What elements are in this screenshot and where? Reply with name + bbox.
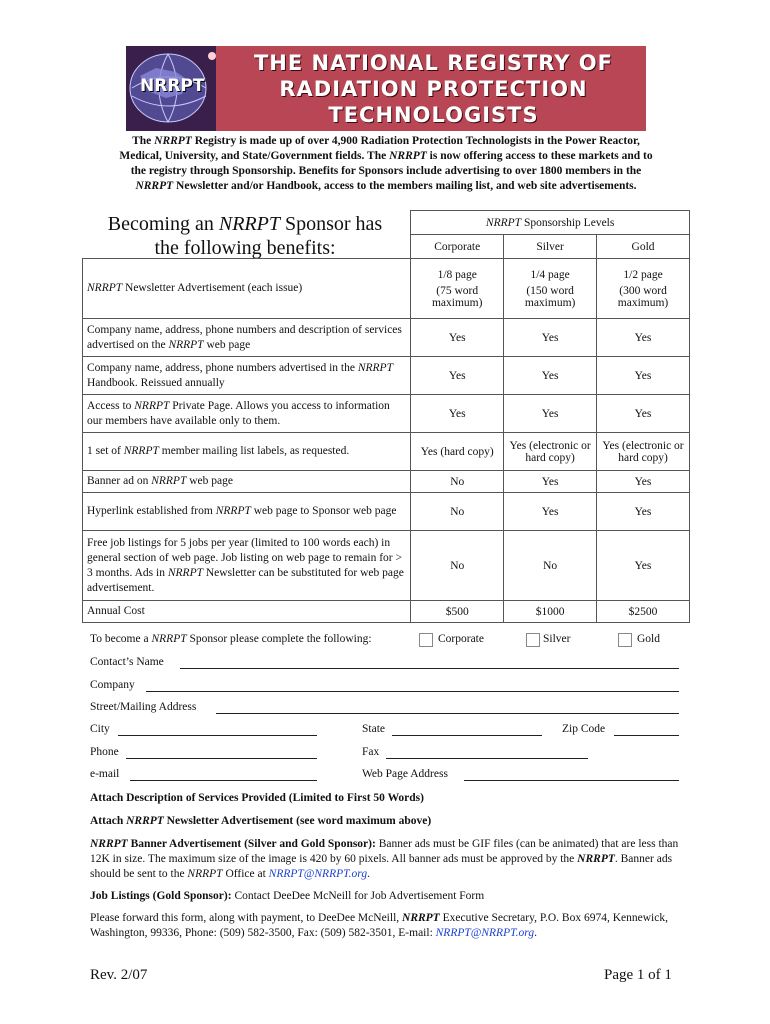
instr-text: Contact DeeDee McNeill for Job Advertisement Form xyxy=(231,890,485,902)
cell-text: (150 word maximum) xyxy=(524,284,576,309)
instr-text: Please forward this form, along with payment, to DeeDee McNeill, xyxy=(90,912,403,924)
table-row xyxy=(83,357,690,395)
email-field[interactable] xyxy=(130,780,317,781)
intro-text-em: NRRPT xyxy=(135,180,174,192)
cell-gold: Yes xyxy=(597,493,690,531)
row-label-text: Banner ad on xyxy=(87,475,152,487)
row-label-text: web page xyxy=(203,338,251,351)
row-label-em: NRRPT xyxy=(167,566,203,579)
table-row xyxy=(83,319,690,357)
cell-gold-cost: $2500 xyxy=(597,601,690,623)
cell-corporate: No xyxy=(411,471,504,493)
street-label: Street/Mailing Address xyxy=(90,701,197,713)
instr-text: . Banner ads should be sent to the xyxy=(90,853,673,880)
instr-heading: Banner Advertisement (Silver and Gold Sponsor): xyxy=(127,838,376,850)
logo-text: NRRPT xyxy=(140,76,205,96)
cell-text: (300 word maximum) xyxy=(617,284,669,309)
contact-name-label: Contact’s Name xyxy=(90,656,164,668)
row-label-text: Private Page. Allows you access to information our members have available only to them. xyxy=(87,399,390,427)
instr-text: Banner ads must be GIF files (can be animated) that are less than 12K in size. The maximum size of the image is 420 by 60 pixels. All banner ads must be approved by the xyxy=(90,838,679,865)
instr-text: . xyxy=(367,868,370,880)
table-row xyxy=(83,601,690,623)
cell-corporate: No xyxy=(411,493,504,531)
prompt-text-em: NRRPT xyxy=(151,633,187,645)
cell-corporate xyxy=(411,259,504,319)
banner-title-line-1: THE NATIONAL REGISTRY OF xyxy=(253,51,613,75)
table-row xyxy=(83,259,690,319)
state-label: State xyxy=(362,723,385,735)
cell-gold: Yes xyxy=(597,357,690,395)
instr-em: NRRPT xyxy=(577,853,615,865)
row-label-em: NRRPT xyxy=(123,445,159,457)
intro-text: is now offering access to these markets and to xyxy=(426,150,653,162)
row-label-text: Free job listings for 5 jobs per year (limited to 100 words each) in general section of web page. Job listing on web page to remain for > 3 months. Ads in xyxy=(87,536,402,579)
become-sponsor-prompt xyxy=(90,633,372,645)
fax-field[interactable] xyxy=(386,758,588,759)
intro-text-em: NRRPT xyxy=(154,135,192,147)
phone-field[interactable] xyxy=(126,758,317,759)
table-corner xyxy=(83,211,411,235)
heading-text: Sponsor has xyxy=(279,213,383,235)
prompt-text: To become a xyxy=(90,633,152,645)
sponsorship-table xyxy=(82,210,692,623)
heading-text: Becoming an xyxy=(107,213,219,235)
job-listing-instructions xyxy=(90,889,484,904)
state-field[interactable] xyxy=(392,735,542,736)
cell-corporate-cost: $500 xyxy=(411,601,504,623)
heading-text-em: NRRPT xyxy=(218,213,280,235)
intro-text: Registry is made up of over 4,900 Radiation Protection Technologists in the Power Reactor, xyxy=(191,135,640,147)
cell-corporate: No xyxy=(411,531,504,601)
cell-text: 1/4 page xyxy=(530,268,570,281)
row-label xyxy=(83,433,411,471)
intro-text: Medical, University, and State/Government fields. The xyxy=(119,150,390,162)
instr-em: NRRPT xyxy=(90,838,128,850)
link-text[interactable]: NRRPT@NRRPT.org xyxy=(435,927,535,939)
cell-corporate: Yes xyxy=(411,319,504,357)
banner-ad-instructions xyxy=(90,837,680,882)
contact-name-field[interactable] xyxy=(180,668,679,669)
table-row xyxy=(83,433,690,471)
row-label-text: Newsletter can be substituted for web page advertisement. xyxy=(87,566,404,594)
instr-text: Office at xyxy=(222,868,269,880)
column-header-silver: Silver xyxy=(504,235,597,259)
cell-silver: No xyxy=(504,531,597,601)
cell-gold: Yes (electronic or hard copy) xyxy=(597,433,690,471)
cell-silver xyxy=(504,259,597,319)
cell-silver: Yes xyxy=(504,493,597,531)
row-label xyxy=(83,471,411,493)
row-label-em: NRRPT xyxy=(168,338,204,351)
banner-title-line-2: RADIATION PROTECTION xyxy=(279,77,588,101)
row-label xyxy=(83,259,411,319)
web-page-field[interactable] xyxy=(464,780,679,781)
column-header-corporate: Corporate xyxy=(411,235,504,259)
instr-text: . xyxy=(534,927,537,939)
link-text[interactable]: NRRPT@NRRPT.org xyxy=(268,868,368,880)
table-row xyxy=(83,493,690,531)
levels-title-text: Sponsorship Levels xyxy=(521,216,615,229)
revision-label: Rev. 2/07 xyxy=(90,967,148,983)
row-label-em: NRRPT xyxy=(215,505,251,517)
company-field[interactable] xyxy=(146,691,679,692)
note-text: Newsletter Advertisement (see word maximum above) xyxy=(163,815,432,827)
note-text: Attach xyxy=(90,815,127,827)
instr-em: NRRPT xyxy=(187,868,223,880)
zip-field[interactable] xyxy=(614,735,679,736)
table-row xyxy=(83,471,690,493)
forward-instructions xyxy=(90,911,680,941)
cell-corporate: Yes (hard copy) xyxy=(411,433,504,471)
instr-em: NRRPT xyxy=(402,912,440,924)
intro-text: Newsletter and/or Handbook, access to the members mailing list, and web site advertisements. xyxy=(173,180,637,192)
cell-silver: Yes xyxy=(504,471,597,493)
prompt-text: Sponsor please complete the following: xyxy=(186,633,372,645)
heading-text: the following benefits: xyxy=(154,237,336,259)
city-label: City xyxy=(90,723,110,735)
cell-silver-cost: $1000 xyxy=(504,601,597,623)
banner-email-link[interactable] xyxy=(269,868,367,880)
row-label-text: member mailing list labels, as requested. xyxy=(158,445,350,457)
intro-text-em: NRRPT xyxy=(389,150,427,162)
silver-checkbox[interactable] xyxy=(526,633,540,647)
cell-text: 1/8 page xyxy=(437,268,477,281)
row-label-em: NRRPT xyxy=(151,475,187,487)
cell-text: (75 word maximum) xyxy=(431,284,483,309)
row-label-annual-cost: Annual Cost xyxy=(83,601,411,623)
cell-corporate: Yes xyxy=(411,395,504,433)
row-label-text: web page to Sponsor web page xyxy=(250,505,397,517)
street-field[interactable] xyxy=(216,713,679,714)
instr-heading: Job Listings (Gold Sponsor): xyxy=(90,890,232,902)
row-label xyxy=(83,319,411,357)
cell-gold: Yes xyxy=(597,531,690,601)
intro-text: The xyxy=(132,135,155,147)
gold-checkbox[interactable] xyxy=(618,633,632,647)
email-label: e-mail xyxy=(90,768,120,780)
row-label-text: Newsletter Advertisement (each issue) xyxy=(122,282,303,294)
instr-text: Executive Secretary, P.O. Box 6974, Kennewick, Washington, 99336, Phone: (509) 582-3500, Fax: (509) 582-3501, E-mail: xyxy=(90,912,668,939)
row-label xyxy=(83,493,411,531)
row-label-em: NRRPT xyxy=(357,361,393,374)
row-label xyxy=(83,357,411,395)
phone-label: Phone xyxy=(90,746,119,758)
table-row xyxy=(83,395,690,433)
cell-text: 1/2 page xyxy=(623,268,663,281)
attach-newsletter-note xyxy=(90,814,431,829)
gold-option-label: Gold xyxy=(637,633,660,645)
table-corner xyxy=(83,235,411,259)
cell-gold: Yes xyxy=(597,395,690,433)
corporate-option-label: Corporate xyxy=(438,633,484,645)
page-number: Page 1 of 1 xyxy=(604,967,672,983)
banner-title-line-3: TECHNOLOGISTS xyxy=(328,103,539,127)
levels-title xyxy=(411,211,690,235)
web-page-label: Web Page Address xyxy=(362,768,448,780)
intro-paragraph xyxy=(86,134,686,194)
row-label-em: NRRPT xyxy=(87,282,123,294)
row-label-text: Access to xyxy=(87,399,135,412)
fax-label: Fax xyxy=(362,746,380,758)
row-label-text: Company name, address, phone numbers and description of services advertised on the xyxy=(87,323,402,351)
row-label-text: 1 set of xyxy=(87,445,124,457)
intro-text: the registry through Sponsorship. Benefits for Sponsors include advertising to over 1800 members in the xyxy=(130,165,642,177)
cell-silver: Yes xyxy=(504,319,597,357)
column-header-gold: Gold xyxy=(597,235,690,259)
header-banner xyxy=(126,46,646,131)
row-label xyxy=(83,395,411,433)
row-label-text: web page xyxy=(186,475,233,487)
corporate-checkbox[interactable] xyxy=(419,633,433,647)
zip-label: Zip Code xyxy=(562,723,606,735)
cell-silver: Yes xyxy=(504,357,597,395)
note-text-em: NRRPT xyxy=(126,815,164,827)
attach-description-note: Attach Description of Services Provided (Limited to First 50 Words) xyxy=(90,792,424,804)
cell-gold: Yes xyxy=(597,319,690,357)
cell-silver: Yes (electronic or hard copy) xyxy=(504,433,597,471)
company-label: Company xyxy=(90,679,135,691)
silver-option-label: Silver xyxy=(543,633,571,645)
levels-title-em: NRRPT xyxy=(485,216,522,229)
row-label-text: Handbook. Reissued annually xyxy=(87,376,225,389)
cell-corporate: Yes xyxy=(411,357,504,395)
row-label-em: NRRPT xyxy=(134,399,170,412)
cell-gold xyxy=(597,259,690,319)
cell-gold: Yes xyxy=(597,471,690,493)
city-field[interactable] xyxy=(118,735,317,736)
table-row xyxy=(83,531,690,601)
row-label-text: Hyperlink established from xyxy=(87,505,216,517)
row-label xyxy=(83,531,411,601)
forward-email-link[interactable] xyxy=(436,927,534,939)
row-label-text: Company name, address, phone numbers advertised in the xyxy=(87,361,358,374)
cell-silver: Yes xyxy=(504,395,597,433)
